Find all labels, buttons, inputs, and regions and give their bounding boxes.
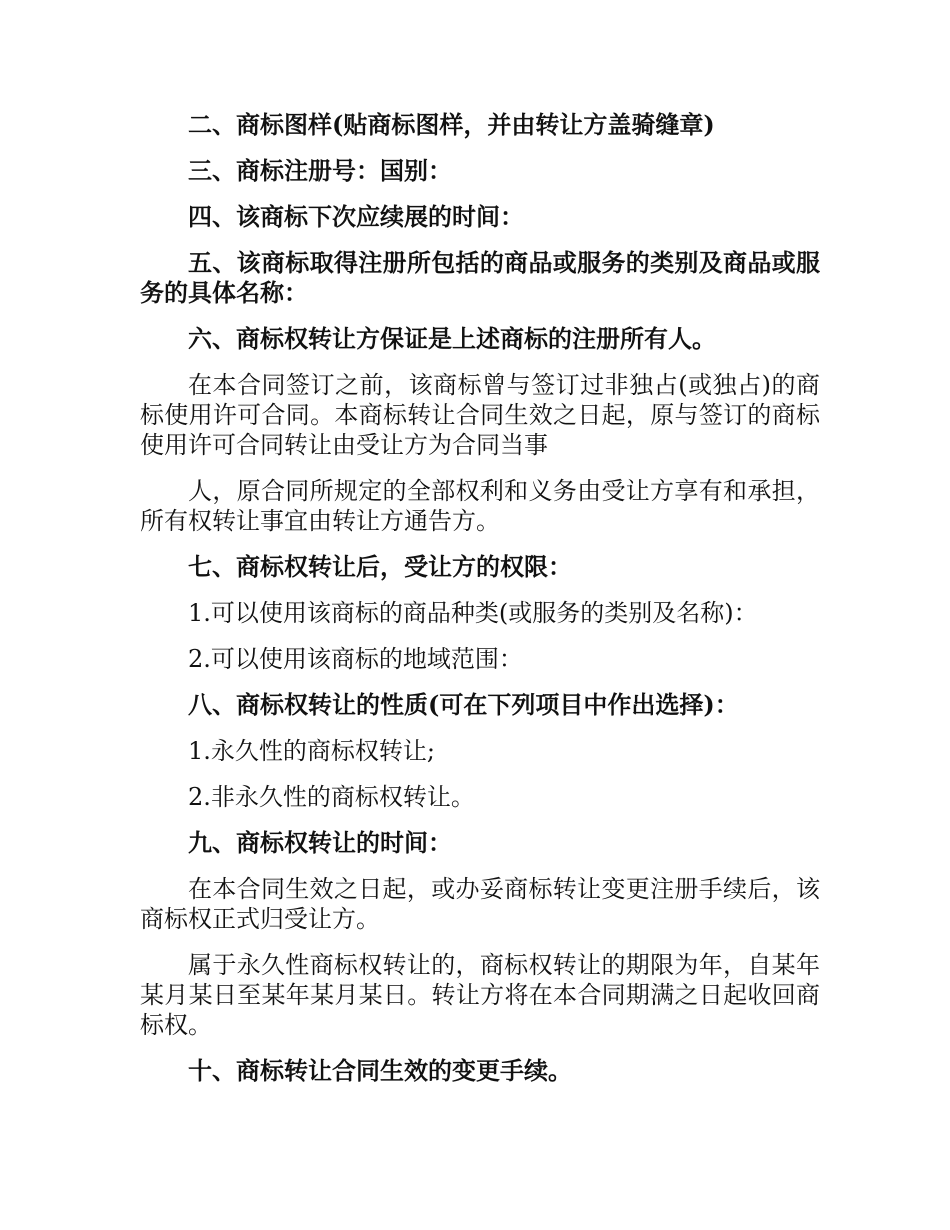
paragraph-owner-guarantee: 六、商标权转让方保证是上述商标的注册所有人。 [188, 324, 716, 353]
paragraph-license-contract: 在本合同签订之前，该商标曾与签订过非独占(或独占)的商标使用许可合同。本商标转让合同生效之日起，原与签订的商标使用许可合同转让由受让方为合同当事 [140, 371, 820, 459]
paragraph-non-permanent-transfer: 2.非永久性的商标权转让。 [188, 783, 475, 811]
paragraph-license-rights: 人，原合同所规定的全部权利和义务由受让方享有和承担，所有权转让事宜由转让方通告方。 [140, 477, 820, 535]
paragraph-renewal-time: 四、该商标下次应续展的时间： [188, 202, 524, 231]
paragraph-transfer-nature-heading: 八、商标权转让的性质(可在下列项目中作出选择)： [188, 690, 739, 719]
paragraph-change-procedures: 十、商标转让合同生效的变更手续。 [188, 1056, 572, 1085]
paragraph-effective-date: 在本合同生效之日起，或办妥商标转让变更注册手续后，该商标权正式归受让方。 [140, 875, 820, 933]
paragraph-trademark-sample: 二、商标图样(贴商标图样，并由转让方盖骑缝章) [188, 110, 715, 139]
paragraph-geographic-scope: 2.可以使用该商标的地域范围： [188, 645, 523, 673]
paragraph-transfer-term: 属于永久性商标权转让的，商标权转让的期限为年，自某年某月某日至某年某月某日。转让方将在本合同期满之日起收回商标权。 [140, 951, 820, 1039]
paragraph-transfer-time-heading: 九、商标权转让的时间： [188, 828, 452, 857]
paragraph-permanent-transfer: 1.永久性的商标权转让; [188, 737, 435, 765]
document-page [140, 110, 820, 1102]
paragraph-transferee-rights-heading: 七、商标权转让后，受让方的权限： [188, 552, 572, 581]
paragraph-registration-number: 三、商标注册号：国别： [188, 156, 452, 185]
paragraph-goods-types: 1.可以使用该商标的商品种类(或服务的类别及名称)： [188, 599, 758, 627]
paragraph-goods-services-class: 五、该商标取得注册所包括的商品或服务的类别及商品或服务的具体名称： [140, 248, 820, 307]
